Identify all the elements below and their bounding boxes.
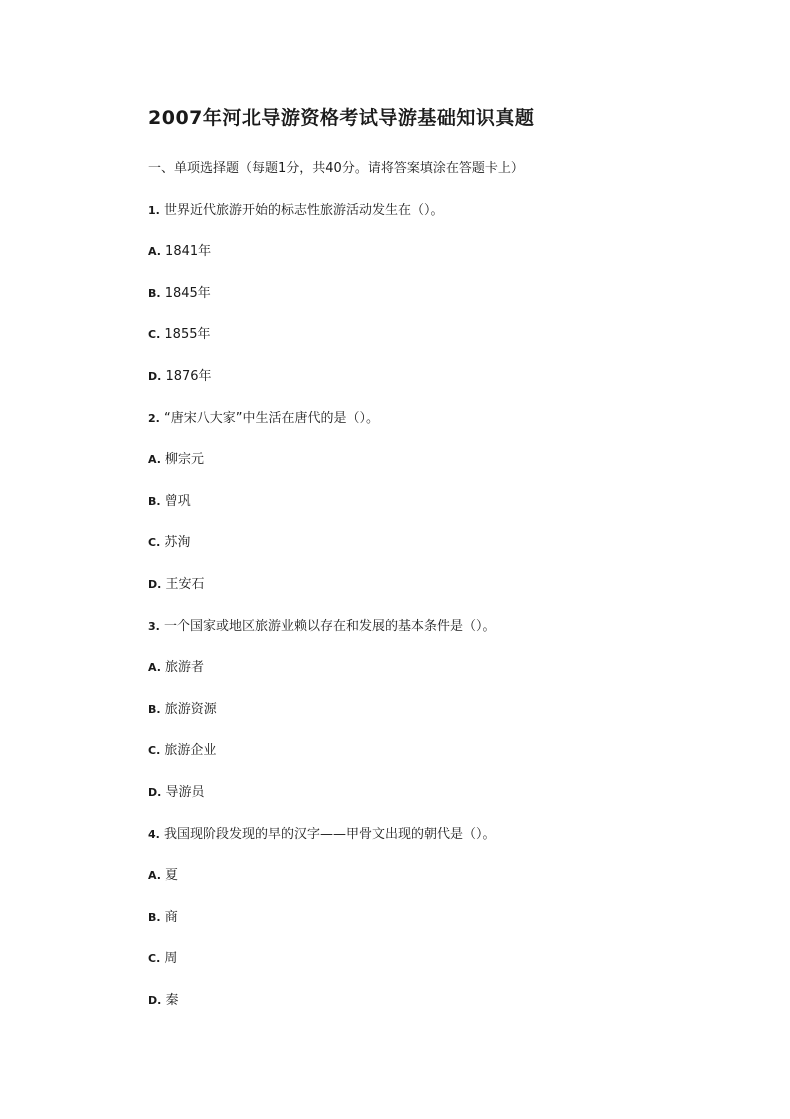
question-2 [148,409,379,429]
option-key: A. [148,245,161,258]
option-text: 旅游企业 [164,743,217,758]
option-2c [148,533,190,553]
option-key: D. [148,786,162,799]
option-text: 导游员 [165,785,205,800]
option-1c [148,325,211,345]
option-key: D. [148,994,162,1007]
option-text: 旅游者 [165,660,205,675]
question-number: 2. [148,412,160,425]
option-key: B. [148,495,161,508]
question-number: 3. [148,620,160,633]
option-text: 王安石 [165,577,205,592]
option-key: C. [148,952,161,965]
question-text: 一个国家或地区旅游业赖以存在和发展的基本条件是（）。 [163,619,496,634]
option-3c [148,741,216,761]
option-key: A. [148,869,161,882]
option-3a [148,658,204,678]
option-4a [148,866,178,886]
question-number: 4. [148,828,160,841]
option-3d [148,783,204,803]
document-title: 2007年河北导游资格考试导游基础知识真题 [148,107,535,129]
option-text: 夏 [165,868,179,883]
option-text: 旅游资源 [164,702,217,717]
question-1 [148,201,444,221]
option-text: 1876年 [165,369,212,384]
option-text: 1855年 [164,327,211,342]
option-2b [148,492,191,512]
question-3 [148,617,496,637]
question-text: “唐宋八大家”中生活在唐代的是（）。 [163,411,379,426]
option-key: D. [148,370,162,383]
option-4c [148,949,177,969]
option-4b [148,908,178,928]
question-text: 世界近代旅游开始的标志性旅游活动发生在（）。 [163,203,444,218]
option-4d [148,991,178,1011]
question-text: 我国现阶段发现的早的汉字——甲骨文出现的朝代是（）。 [163,827,496,842]
option-key: C. [148,744,161,757]
section-heading: 一、单项选择题（每题1分，共40分。请将答案填涂在答题卡上） [148,161,524,176]
option-1a [148,242,211,262]
option-key: A. [148,661,161,674]
option-key: B. [148,703,161,716]
option-text: 商 [164,910,178,925]
option-text: 曾巩 [164,494,191,509]
option-key: A. [148,453,161,466]
question-number: 1. [148,204,160,217]
option-text: 柳宗元 [165,452,205,467]
question-4 [148,825,496,845]
option-key: B. [148,911,161,924]
option-2a [148,450,204,470]
option-key: C. [148,328,161,341]
option-text: 1845年 [164,286,211,301]
option-3b [148,700,217,720]
option-text: 苏洵 [164,535,191,550]
option-1d [148,367,212,387]
option-text: 周 [164,951,178,966]
option-key: C. [148,536,161,549]
option-1b [148,284,211,304]
option-text: 1841年 [165,244,212,259]
option-2d [148,575,204,595]
option-text: 秦 [165,993,179,1008]
option-key: D. [148,578,162,591]
option-key: B. [148,287,161,300]
